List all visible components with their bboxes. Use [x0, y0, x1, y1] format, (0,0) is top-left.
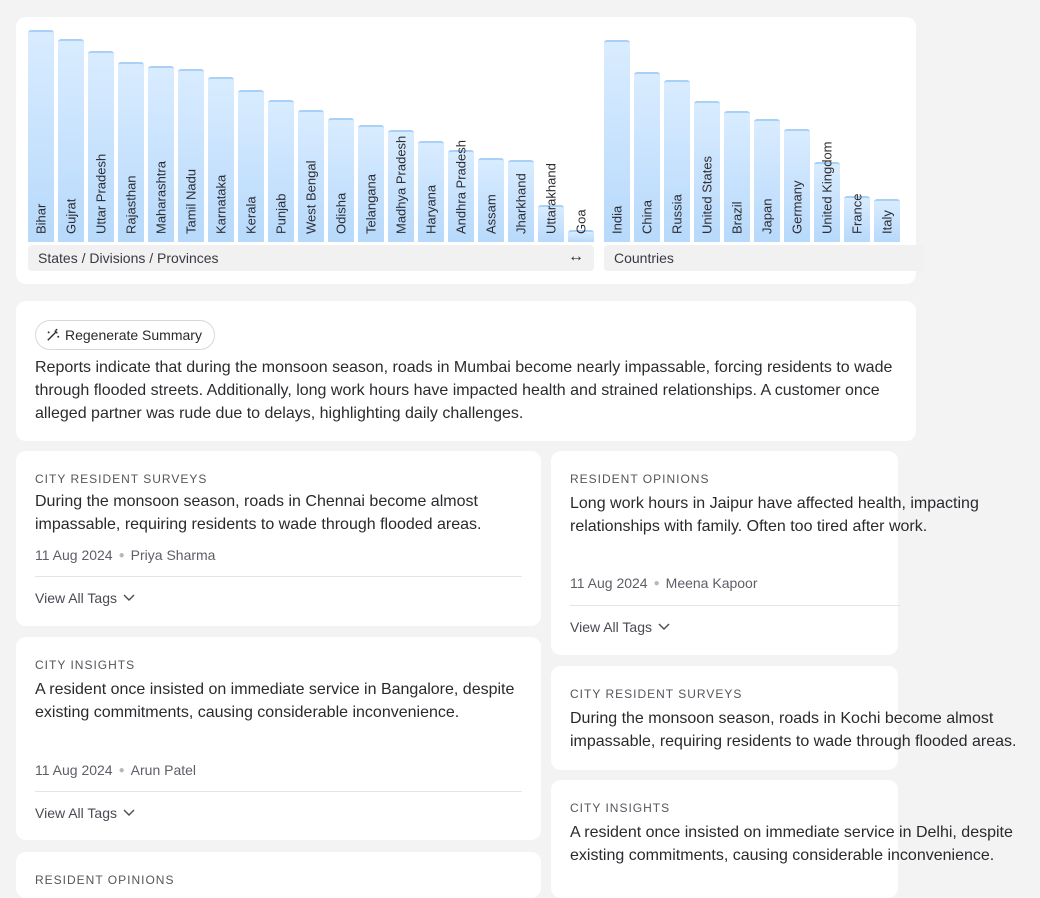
bar-label: Goa: [573, 209, 589, 234]
bar-assam[interactable]: [478, 158, 504, 242]
bar-china[interactable]: [634, 72, 660, 242]
view-all-tags-label: View All Tags: [35, 805, 117, 821]
bar-label: Tamil Nadu: [183, 168, 199, 234]
regenerate-summary-label: Regenerate Summary: [65, 327, 202, 343]
bar-label: United States: [699, 155, 715, 234]
separator-dot-icon: ●: [653, 577, 660, 589]
bar-haryana[interactable]: [418, 141, 444, 242]
card-date: 11 Aug 2024: [570, 575, 648, 591]
bar-gujrat[interactable]: [58, 39, 84, 242]
chevron-down-icon: [123, 809, 135, 817]
bar-label: Assam: [483, 194, 499, 234]
bar-label: Brazil: [729, 201, 745, 234]
bar-brazil[interactable]: [724, 111, 750, 242]
card-date: 11 Aug 2024: [35, 547, 113, 563]
bar-label: Karnataka: [213, 174, 229, 234]
view-all-tags-toggle[interactable]: [35, 805, 135, 821]
bar-india[interactable]: [604, 40, 630, 242]
separator-dot-icon: ●: [118, 549, 125, 561]
view-all-tags-toggle[interactable]: [35, 590, 135, 606]
bar-label: United Kingdom: [819, 141, 835, 234]
summary-panel: [16, 301, 916, 441]
view-all-tags-label: View All Tags: [570, 619, 652, 635]
bar-punjab[interactable]: [268, 100, 294, 242]
countries-axis-title: Countries: [614, 250, 674, 266]
bar-label: Jharkhand: [513, 173, 529, 234]
summary-text: Reports indicate that during the monsoon season, roads in Mumbai become nearly impassable, forcing residents to wade through flooded streets. Additionally, long work hours have impacted health and strained relationships. A customer once alleged partner was rude due to delays, highlighting daily challenges.: [35, 359, 893, 422]
card-meta: [35, 762, 196, 778]
card-category: CITY INSIGHTS: [570, 801, 671, 815]
card-category: RESIDENT OPINIONS: [35, 873, 175, 887]
card-category: CITY INSIGHTS: [35, 658, 136, 672]
bar-telangana[interactable]: [358, 125, 384, 242]
card-text: During the monsoon season, roads in Kochi become almost impassable, requiring residents to wade through flooded areas.: [570, 710, 1017, 750]
bar-label: Italy: [879, 210, 895, 234]
states-axis-strip: [28, 245, 594, 271]
card-category: CITY RESIDENT SURVEYS: [35, 472, 208, 486]
feedback-card: [551, 451, 979, 655]
bar-label: Haryana: [423, 184, 439, 234]
feedback-card: [551, 780, 1013, 898]
card-text: A resident once insisted on immediate service in Delhi, despite existing commitments, causing considerable inconvenience.: [570, 824, 1013, 864]
chevron-down-icon: [123, 594, 135, 602]
bar-label: Japan: [759, 198, 775, 234]
feedback-card: [16, 852, 541, 898]
bar-label: West Bengal: [303, 160, 319, 234]
card-date: 11 Aug 2024: [35, 762, 113, 778]
bar-italy[interactable]: [874, 199, 900, 242]
bar-andhra-pradesh[interactable]: [448, 140, 474, 242]
bar-rajasthan[interactable]: [118, 62, 144, 242]
card-meta: [35, 547, 215, 563]
bar-united-states[interactable]: [694, 101, 720, 242]
card-divider: [570, 605, 900, 606]
feedback-card: [16, 451, 541, 626]
bar-goa[interactable]: [568, 209, 594, 242]
separator-dot-icon: ●: [118, 764, 125, 776]
feedback-card: [551, 666, 1017, 770]
card-category: CITY RESIDENT SURVEYS: [570, 687, 743, 701]
magic-wand-icon: [46, 328, 60, 342]
bar-uttarakhand[interactable]: [538, 163, 564, 242]
bar-madhya-pradesh[interactable]: [388, 130, 414, 242]
bar-uttar-pradesh[interactable]: [88, 51, 114, 242]
bar-label: Maharashtra: [153, 161, 169, 234]
bar-label: Bihar: [33, 203, 49, 234]
bar-west-bengal[interactable]: [298, 110, 324, 242]
bar-label: Kerala: [243, 196, 259, 234]
countries-axis-strip: [604, 245, 924, 271]
card-category: RESIDENT OPINIONS: [570, 472, 710, 486]
bar-label: Gujrat: [63, 198, 79, 234]
bar-russia[interactable]: [664, 80, 690, 242]
card-divider: [35, 791, 522, 792]
bar-japan[interactable]: [754, 119, 780, 242]
bar-label: India: [609, 205, 625, 234]
bar-label: Germany: [789, 180, 805, 234]
bar-odisha[interactable]: [328, 118, 354, 242]
regenerate-summary-button[interactable]: [35, 320, 215, 350]
bar-germany[interactable]: [784, 129, 810, 242]
card-divider: [35, 576, 522, 577]
bar-label: Odisha: [333, 192, 349, 234]
bar-label: Madhya Pradesh: [393, 135, 409, 234]
bar-france[interactable]: [844, 193, 870, 242]
bar-bihar[interactable]: [28, 30, 54, 242]
chart-panel: [16, 17, 916, 284]
bar-label: Telangana: [363, 174, 379, 234]
card-meta: [570, 575, 758, 591]
bar-jharkhand[interactable]: [508, 160, 534, 242]
card-author: Arun Patel: [130, 762, 197, 778]
card-text: A resident once insisted on immediate service in Bangalore, despite existing commitments, causing considerable inconvenience.: [35, 681, 515, 721]
bar-united-kingdom[interactable]: [814, 141, 840, 242]
card-text: During the monsoon season, roads in Chennai become almost impassable, requiring residents to wade through flooded areas.: [35, 493, 482, 533]
bar-label: China: [639, 200, 655, 234]
bar-tamil-nadu[interactable]: [178, 69, 204, 242]
states-bars: [16, 17, 594, 242]
chevron-down-icon: [658, 623, 670, 631]
bar-kerala[interactable]: [238, 90, 264, 242]
bar-label: Rajasthan: [123, 175, 139, 234]
bar-karnataka[interactable]: [208, 77, 234, 242]
swap-horizontal-icon[interactable]: ↔: [568, 248, 584, 265]
card-text: Long work hours in Jaipur have affected health, impacting relationships with family. Often too tired after work.: [570, 495, 979, 535]
card-author: Priya Sharma: [130, 547, 216, 563]
bar-label: Uttar Pradesh: [93, 153, 109, 234]
card-author: Meena Kapoor: [665, 575, 758, 591]
bar-maharashtra[interactable]: [148, 66, 174, 242]
view-all-tags-label: View All Tags: [35, 590, 117, 606]
states-axis-title: States / Divisions / Provinces: [38, 250, 219, 266]
bar-label: Andhra Pradesh: [453, 140, 469, 234]
bar-label: France: [849, 193, 865, 234]
view-all-tags-toggle[interactable]: [570, 619, 670, 635]
bar-label: Punjab: [273, 193, 289, 234]
feedback-card: [16, 637, 541, 840]
bar-label: Russia: [669, 194, 685, 234]
countries-bars: [604, 17, 924, 242]
bar-label: Uttarakhand: [543, 163, 559, 234]
